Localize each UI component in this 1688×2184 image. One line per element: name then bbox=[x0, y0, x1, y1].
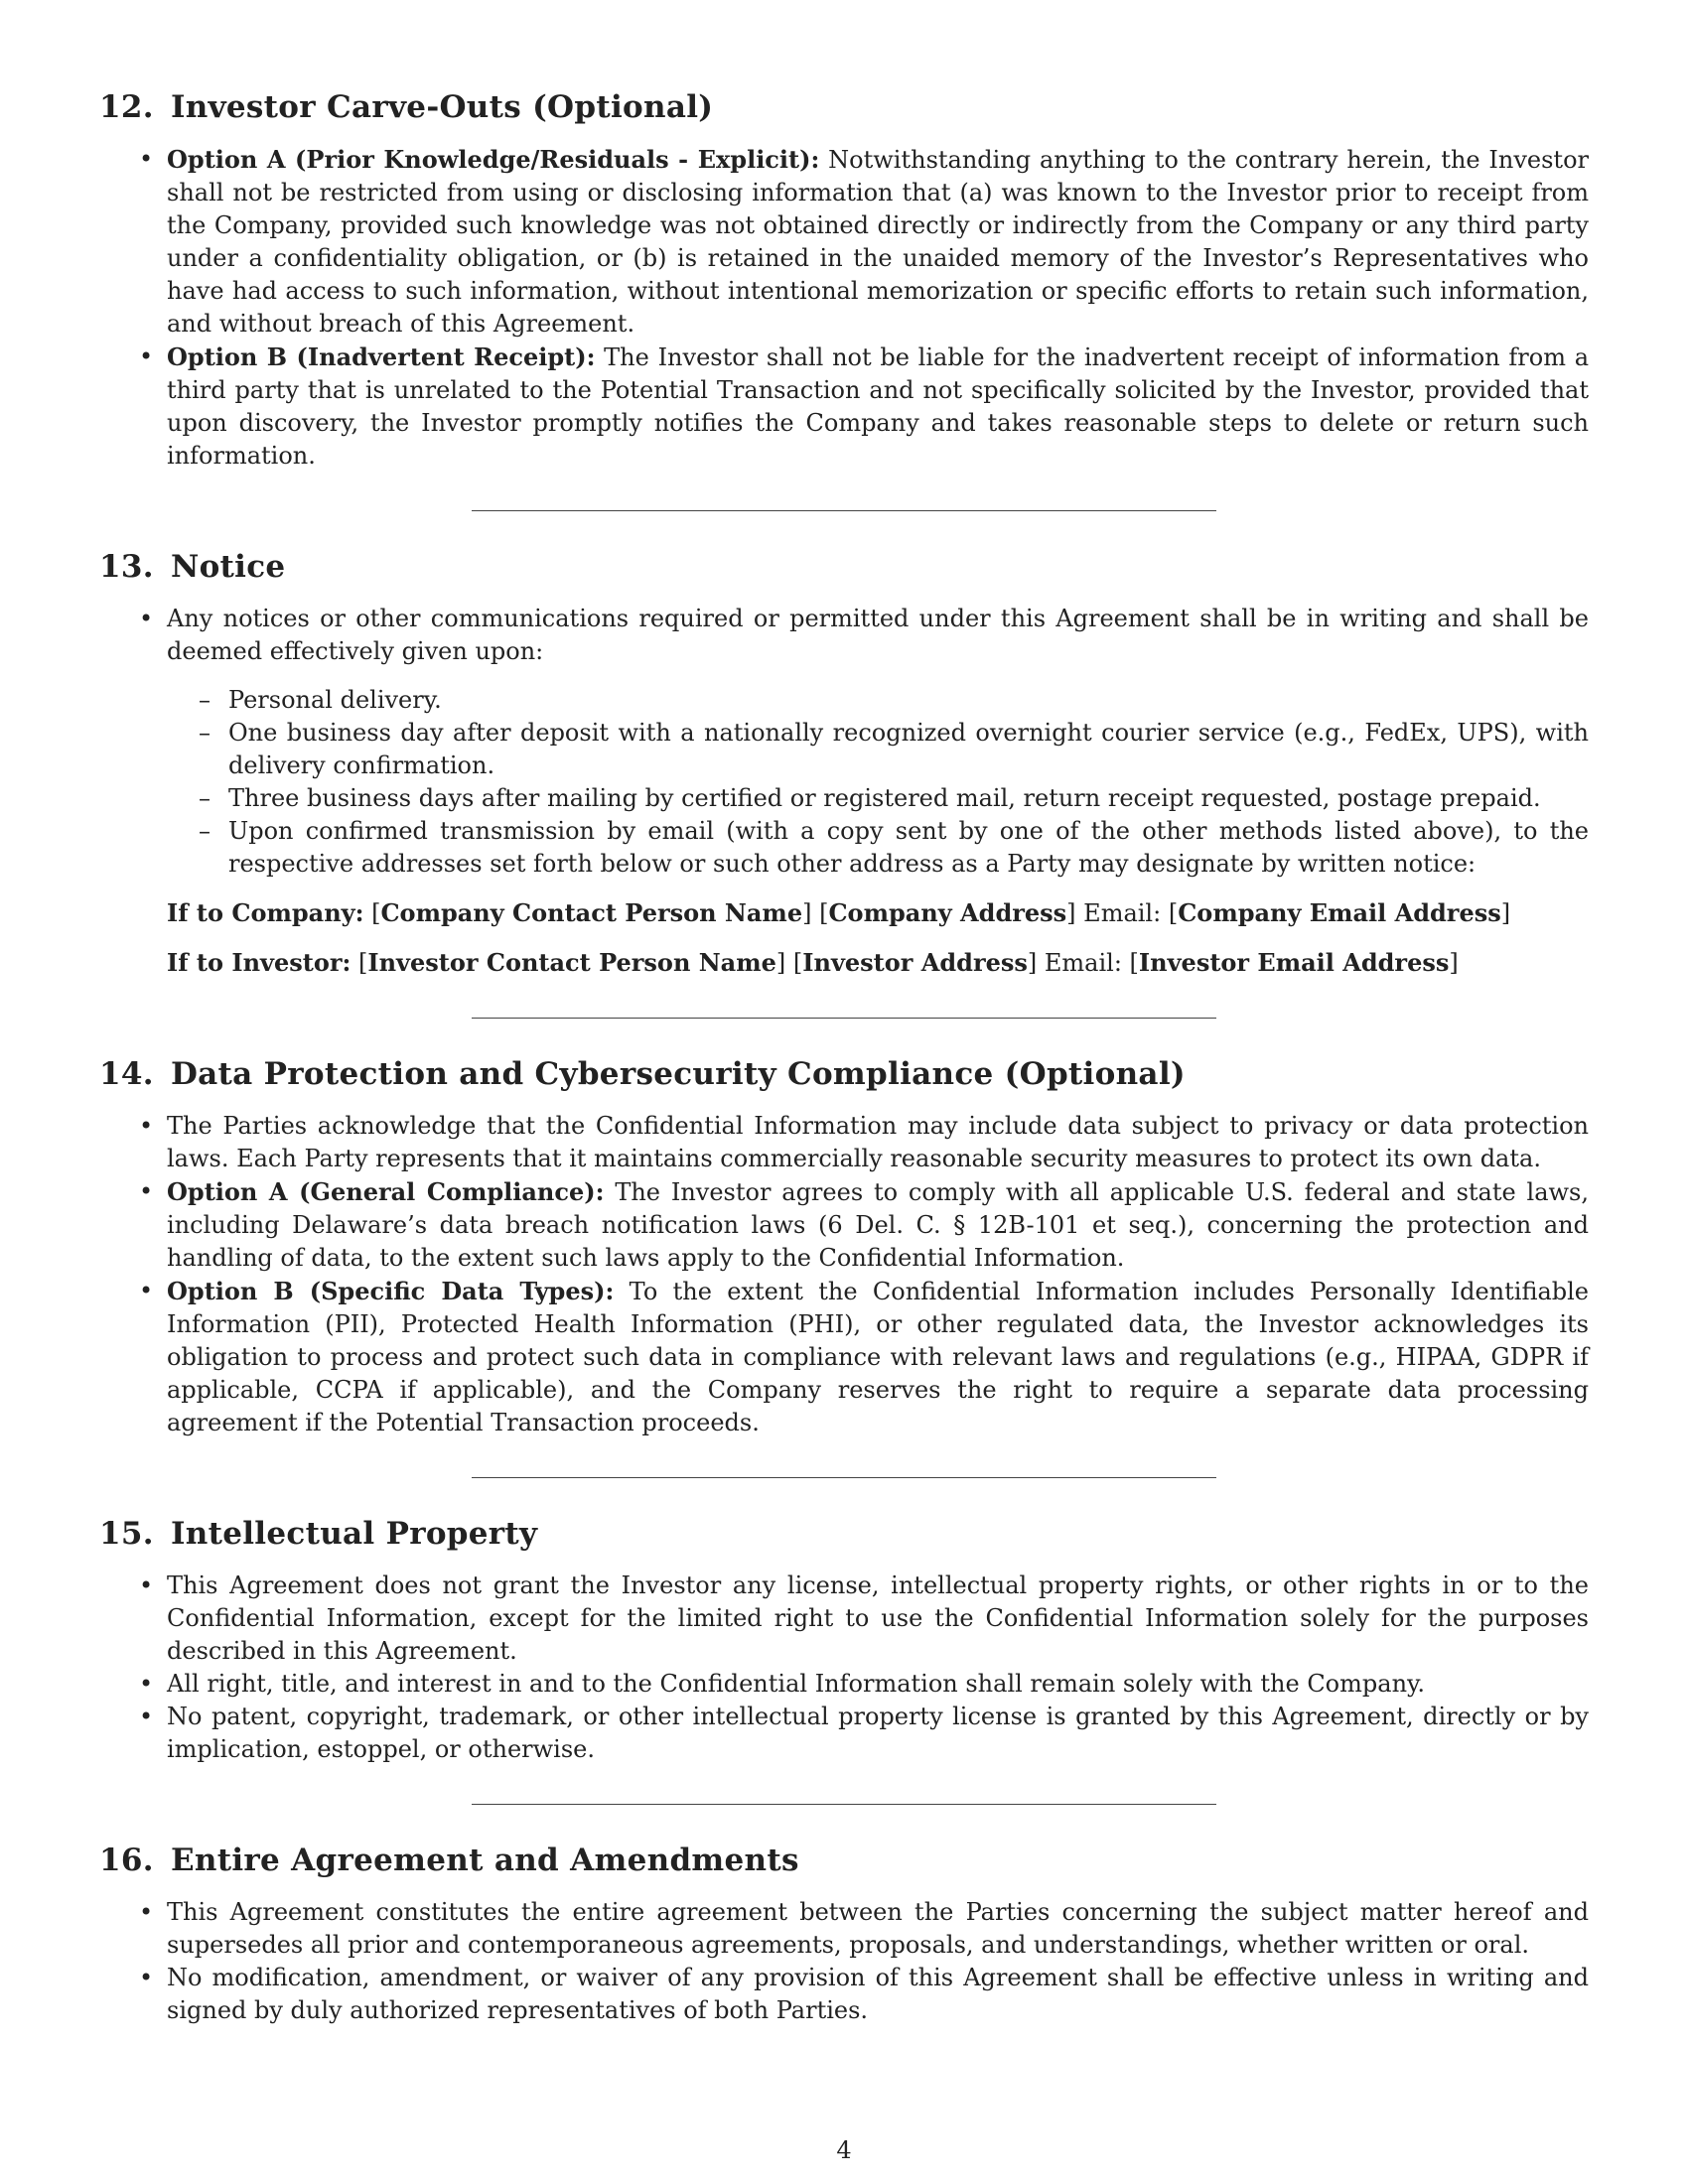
list-item bbox=[167, 143, 1589, 341]
delivery-method: – One business day after deposit with a nationally recognized overnight courier service (e.g., FedEx, UPS), with delivery confirmation. bbox=[228, 717, 1589, 782]
contact-prefix: If to Company: bbox=[167, 898, 364, 927]
section-title: Data Protection and Cybersecurity Compliance (Optional) bbox=[170, 1056, 1186, 1092]
bullet-list bbox=[99, 1570, 1589, 1766]
section-title: Notice bbox=[170, 549, 286, 585]
bullet-list bbox=[99, 1110, 1589, 1439]
section-title: Intellectual Property bbox=[170, 1516, 538, 1552]
delivery-method: – Upon confirmed transmission by email (with a copy sent by one of the other methods listed above), to the respective addresses set forth below or such other address as a Party may designate by written notice: bbox=[228, 815, 1589, 881]
section-15 bbox=[99, 1516, 1589, 1766]
section-title: Entire Agreement and Amendments bbox=[170, 1843, 799, 1878]
document-page bbox=[99, 89, 1589, 2027]
option-label: Option A (Prior Knowledge/Residuals - Explicit): bbox=[167, 145, 820, 174]
list-item: • This Agreement does not grant the Investor any license, intellectual property rights, or other rights in or to the Confidential Information, except for the limited right to use the Confidential Information solely for the purposes described in this Agreement. bbox=[167, 1570, 1589, 1668]
list-item bbox=[167, 1175, 1589, 1275]
option-text: The Investor shall not be liable for the inadvertent receipt of information from a third party that is unrelated to the Potential Transaction and not specifically solicited by the Investor, provided that upon discovery, the Investor promptly notifies the Company and takes reasonable steps to delete or return such information. bbox=[167, 343, 1589, 470]
notice-intro: Any notices or other communications required or permitted under this Agreement shall be in writing and shall be deemed effectively given upon: bbox=[167, 605, 1589, 665]
list-item: • The Parties acknowledge that the Confidential Information may include data subject to privacy or data protection laws. Each Party represents that it maintains commercially reasonable security measures to protect its own data. bbox=[167, 1110, 1589, 1175]
contact-address: Investor Address bbox=[802, 948, 1028, 977]
list-item: • No patent, copyright, trademark, or other intellectual property license is granted by this Agreement, directly or by implication, estoppel, or otherwise. bbox=[167, 1701, 1589, 1766]
delivery-methods-list bbox=[167, 684, 1589, 881]
section-heading bbox=[99, 89, 1589, 125]
section-number: 13. bbox=[99, 549, 154, 585]
section-heading bbox=[99, 1516, 1589, 1552]
email-label: Email: bbox=[1044, 949, 1122, 977]
investor-contact: If to Investor: [Investor Contact Person Name] [Investor Address] Email: [Investor Email Address] bbox=[167, 948, 1459, 977]
contact-prefix: If to Investor: bbox=[167, 948, 352, 977]
section-12 bbox=[99, 89, 1589, 473]
list-item bbox=[167, 603, 1589, 881]
section-number: 14. bbox=[99, 1056, 154, 1092]
section-divider bbox=[472, 1018, 1216, 1019]
section-heading bbox=[99, 1056, 1589, 1092]
option-text: Notwithstanding anything to the contrary herein, the Investor shall not be restricted from using or disclosing information that (a) was known to the Investor prior to receipt from the Company, provided such knowledge was not obtained directly or indirectly from the Company or any third party under a confidentiality obligation, or (b) is retained in the unaided memory of the Investor’s Representatives who have had access to such information, without intentional memorization or specific efforts to retain such information, and without breach of this Agreement. bbox=[167, 146, 1590, 338]
section-heading bbox=[99, 549, 1589, 585]
bullet-list bbox=[99, 1896, 1589, 2027]
list-item: • All right, title, and interest in and to the Confidential Information shall remain solely with the Company. bbox=[167, 1668, 1589, 1701]
option-label: Option B (Inadvertent Receipt): bbox=[167, 342, 596, 371]
email-label: Email: bbox=[1083, 899, 1162, 927]
bullet-list bbox=[99, 143, 1589, 473]
delivery-method: – Three business days after mailing by certified or registered mail, return receipt requested, postage prepaid. bbox=[228, 782, 1589, 815]
section-title: Investor Carve-Outs (Optional) bbox=[170, 89, 714, 125]
delivery-method: – Personal delivery. bbox=[228, 684, 1589, 717]
section-divider bbox=[472, 510, 1216, 511]
option-label: Option A (General Compliance): bbox=[167, 1177, 605, 1206]
bullet-list bbox=[99, 603, 1589, 881]
list-item: • This Agreement constitutes the entire agreement between the Parties concerning the subject matter hereof and supersedes all prior and contemporaneous agreements, proposals, and understandings, whether written or oral. bbox=[167, 1896, 1589, 1962]
contact-address: Company Address bbox=[828, 898, 1067, 927]
section-number: 15. bbox=[99, 1516, 154, 1552]
page-number: 4 bbox=[836, 2136, 852, 2164]
contact-name: Company Contact Person Name bbox=[380, 898, 803, 927]
section-divider bbox=[472, 1477, 1216, 1478]
section-16 bbox=[99, 1843, 1589, 2027]
option-text: The Investor agrees to comply with all applicable U.S. federal and state laws, including Delaware’s data breach notification laws (6 Del. C. § 12B-101 et seq.), concerning the protection and handling of data, to the extent such laws apply to the Confidential Information. bbox=[167, 1178, 1589, 1272]
option-label: Option B (Specific Data Types): bbox=[167, 1277, 615, 1305]
list-item: • No modification, amendment, or waiver of any provision of this Agreement shall be effective unless in writing and signed by duly authorized representatives of both Parties. bbox=[167, 1962, 1589, 2027]
contact-email: Investor Email Address bbox=[1138, 948, 1450, 977]
section-heading bbox=[99, 1843, 1589, 1878]
section-divider bbox=[472, 1804, 1216, 1805]
contact-name: Investor Contact Person Name bbox=[367, 948, 776, 977]
option-text: To the extent the Confidential Information includes Personally Identifiable Information (PII), Protected Health Information (PHI), or other regulated data, the Investor acknowledges its obligation to process and protect such data in compliance with relevant laws and regulations (e.g., HIPAA, GDPR if applicable, CCPA if applicable), and the Company reserves the right to require a separate data processing agreement if the Potential Transaction proceeds. bbox=[167, 1278, 1590, 1436]
company-contact: If to Company: [Company Contact Person Name] [Company Address] Email: [Company Email Address] bbox=[167, 898, 1511, 927]
list-item bbox=[167, 341, 1589, 473]
section-14 bbox=[99, 1056, 1589, 1439]
section-13 bbox=[99, 549, 1589, 980]
contact-email: Company Email Address bbox=[1178, 898, 1501, 927]
section-number: 12. bbox=[99, 89, 154, 125]
list-item bbox=[167, 1275, 1589, 1439]
section-number: 16. bbox=[99, 1843, 154, 1878]
